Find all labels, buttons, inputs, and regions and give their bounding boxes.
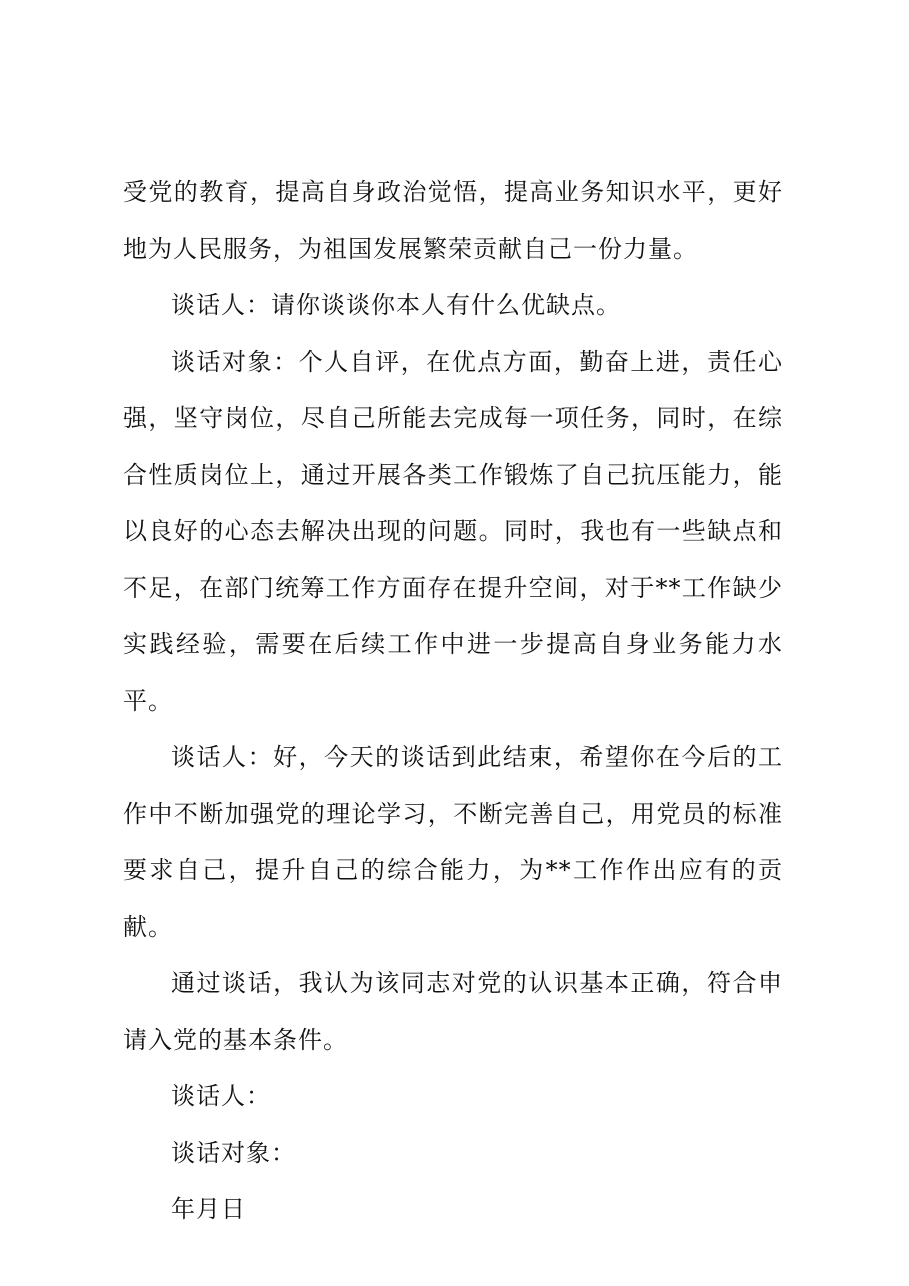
paragraph-continuation: 受党的教育，提高自身政治觉悟，提高业务知识水平，更好地为人民服务，为祖国发展繁荣贡献自己一份力量。	[123, 178, 783, 263]
document-page	[123, 164, 783, 1238]
signature-interviewee: 谈话对象：	[171, 1138, 296, 1167]
paragraph-conclusion: 通过谈话，我认为该同志对党的认识基本正确，符合申请入党的基本条件。	[123, 969, 783, 1054]
paragraph-interviewee-answer: 谈话对象：个人自评，在优点方面，勤奋上进，责任心强，坚守岗位，尽自己所能去完成每一项任务，同时，在综合性质岗位上，通过开展各类工作锻炼了自己抗压能力，能以良好的心态去解决出现的问题。同时，我也有一些缺点和不足，在部门统筹工作方面存在提升空间，对于**工作缺少实践经验，需要在后续工作中进一步提高自身业务能力水平。	[123, 347, 783, 715]
date-line: 年月日	[171, 1195, 246, 1223]
signature-interviewer: 谈话人：	[171, 1082, 271, 1110]
paragraph-interviewer-closing: 谈话人：好，今天的谈话到此结束，希望你在今后的工作中不断加强党的理论学习，不断完善自己，用党员的标准要求自己，提升自己的综合能力，为**工作作出应有的贡献。	[123, 743, 783, 941]
paragraph-interviewer-question: 谈话人：请你谈谈你本人有什么优缺点。	[171, 291, 621, 319]
